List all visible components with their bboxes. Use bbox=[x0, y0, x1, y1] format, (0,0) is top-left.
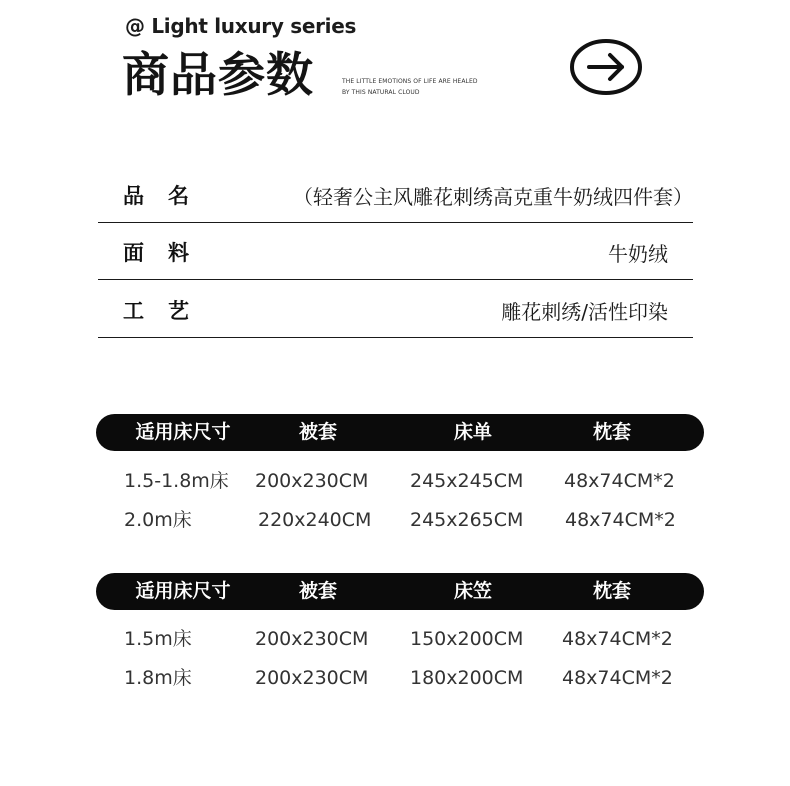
table-cell: 245x245CM bbox=[410, 470, 524, 492]
size-table-2-header bbox=[96, 573, 704, 610]
header-cell: 枕套 bbox=[592, 580, 632, 602]
param-label-char: 工 bbox=[123, 299, 144, 323]
table-cell: 1.8m床 bbox=[124, 667, 192, 689]
param-row-craft bbox=[98, 281, 693, 338]
table-cell: 48x74CM*2 bbox=[562, 667, 673, 689]
header-cell: 被套 bbox=[298, 421, 338, 443]
tagline-line-1: THE LITTLE EMOTIONS OF LIFE ARE HEALED bbox=[342, 78, 478, 85]
tagline bbox=[342, 76, 478, 98]
page-title: 商品参数 bbox=[122, 48, 314, 103]
table-cell: 245x265CM bbox=[410, 509, 524, 531]
param-row-name bbox=[98, 166, 693, 223]
header-cell: 适用床尺寸 bbox=[135, 580, 231, 602]
header-cell: 床单 bbox=[453, 421, 493, 443]
header-cell: 适用床尺寸 bbox=[135, 421, 231, 443]
param-label-char: 面 bbox=[123, 241, 144, 265]
table-cell: 48x74CM*2 bbox=[562, 628, 673, 650]
param-row-fabric bbox=[98, 223, 693, 280]
param-label-char: 名 bbox=[168, 184, 189, 208]
table-cell: 200x230CM bbox=[255, 628, 369, 650]
param-label-char: 艺 bbox=[168, 299, 189, 323]
table-cell: 1.5-1.8m床 bbox=[124, 470, 229, 492]
table-cell: 150x200CM bbox=[410, 628, 524, 650]
param-label bbox=[123, 237, 189, 267]
tagline-line-2: BY THIS NATURAL CLOUD bbox=[342, 89, 420, 96]
param-value: 雕花刺绣/活性印染 bbox=[501, 300, 668, 324]
table-cell: 2.0m床 bbox=[124, 509, 192, 531]
table-cell: 200x230CM bbox=[255, 470, 369, 492]
arrow-right-circle-icon[interactable] bbox=[570, 38, 642, 96]
table-cell: 48x74CM*2 bbox=[565, 509, 676, 531]
table-cell: 48x74CM*2 bbox=[564, 470, 675, 492]
header-cell: 床笠 bbox=[453, 580, 493, 602]
param-label bbox=[123, 180, 189, 210]
brand-label: @ Light luxury series bbox=[125, 14, 357, 38]
header-cell: 被套 bbox=[298, 580, 338, 602]
table-cell: 220x240CM bbox=[258, 509, 372, 531]
table-cell: 1.5m床 bbox=[124, 628, 192, 650]
param-value: 牛奶绒 bbox=[608, 242, 668, 266]
table-cell: 180x200CM bbox=[410, 667, 524, 689]
param-value: （轻奢公主风雕花刺绣高克重牛奶绒四件套） bbox=[293, 185, 693, 209]
param-label-char: 品 bbox=[123, 184, 144, 208]
param-label bbox=[123, 295, 189, 325]
param-label-char: 料 bbox=[168, 241, 189, 265]
header-cell: 枕套 bbox=[592, 421, 632, 443]
table-cell: 200x230CM bbox=[255, 667, 369, 689]
size-table-1-header bbox=[96, 414, 704, 451]
